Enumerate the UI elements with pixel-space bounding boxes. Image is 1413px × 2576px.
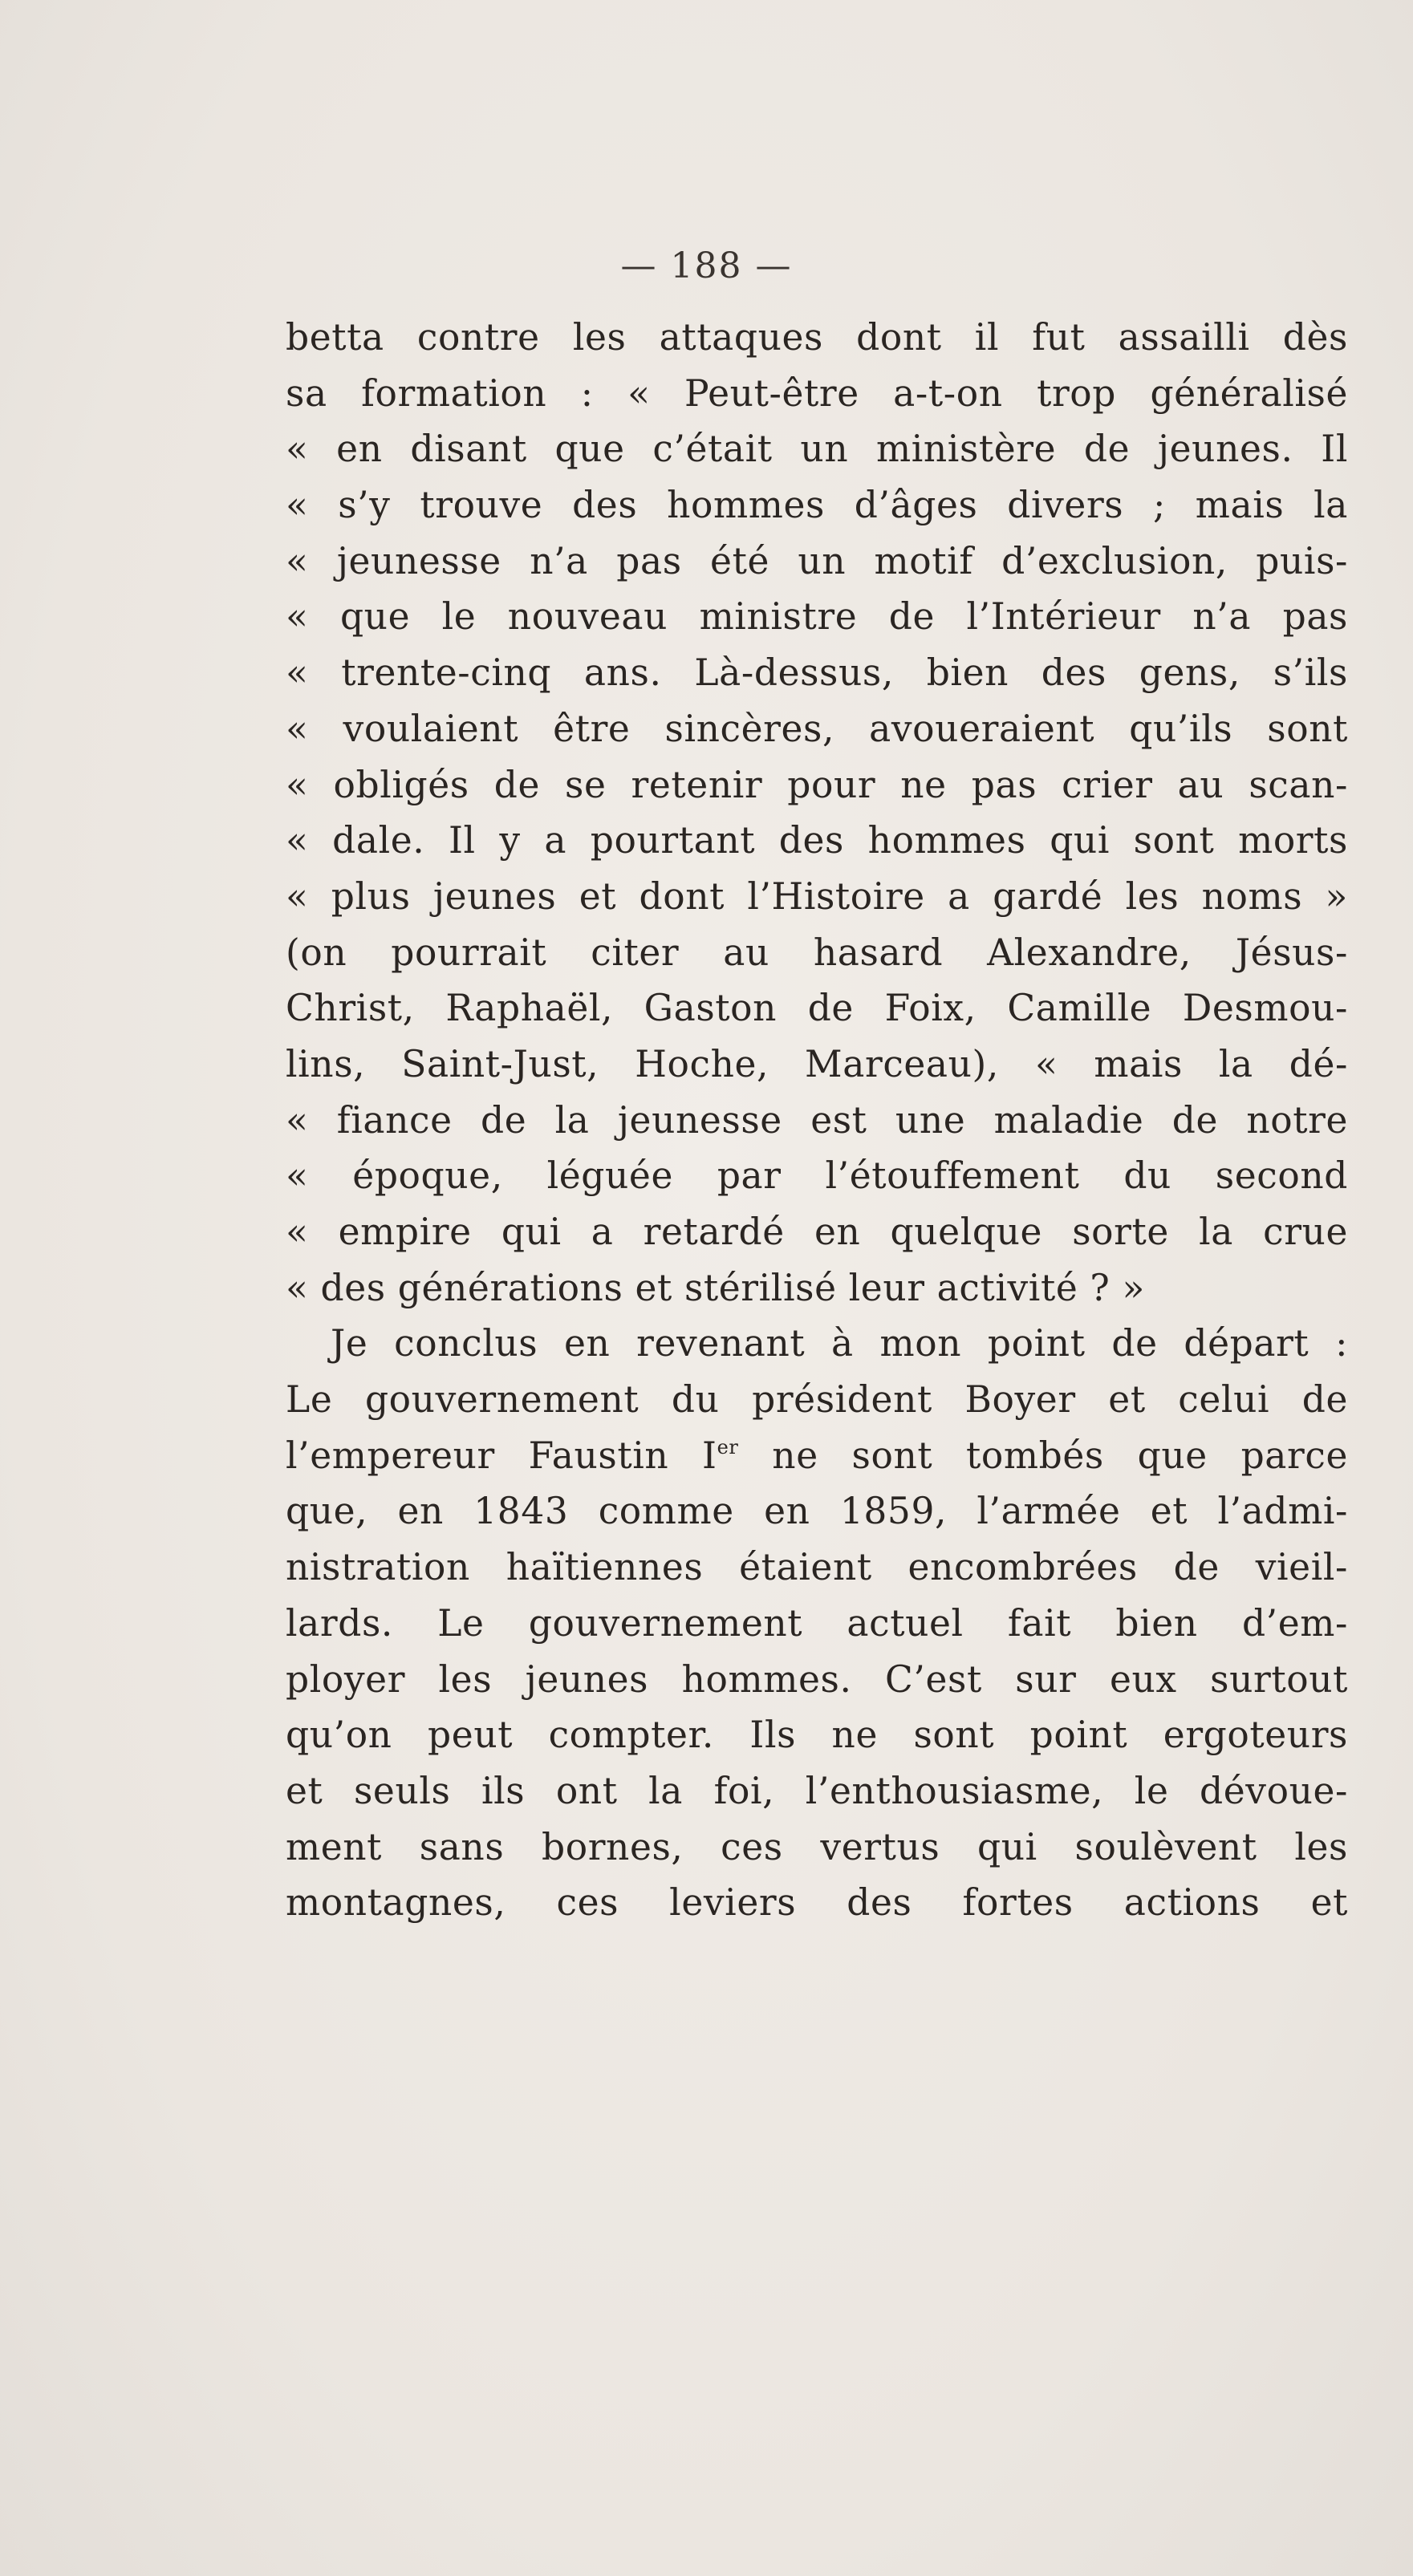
text-segment: ne sont tombés que parce [738,1434,1348,1477]
text-line: lards. Le gouvernement actuel fait bien d’em- [286,1601,1348,1645]
body-text [286,310,1348,1931]
text-line: nistration haïtiennes étaient encombrées de vieil- [286,1546,1348,1589]
text-line: « jeunesse n’a pas été un motif d’exclusion, puis- [286,539,1348,582]
text-line: ployer les jeunes hommes. C’est sur eux surtout [286,1657,1348,1701]
text-line: « voulaient être sincères, avoueraient qu’ils sont [286,707,1348,750]
text-line: « trente-cinq ans. Là-dessus, bien des gens, s’ils [286,651,1348,695]
text-line: « obligés de se retenir pour ne pas crier au scan- [286,763,1348,806]
text-line [286,1428,1348,1484]
text-line: sa formation : « Peut-être a-t-on trop généralisé [286,371,1348,415]
text-line: « que le nouveau ministre de l’Intérieur n’a pas [286,595,1348,639]
text-line: « dale. Il y a pourtant des hommes qui sont morts [286,819,1348,862]
text-line: ment sans bornes, ces vertus qui soulèvent les [286,1825,1348,1868]
text-line: « des générations et stérilisé leur activité ? » [286,1266,1145,1309]
text-line: « époque, léguée par l’étouffement du second [286,1154,1348,1198]
text-line: « plus jeunes et dont l’Histoire a gardé les noms » [286,874,1348,918]
superscript: er [717,1435,739,1458]
text-line: Christ, Raphaël, Gaston de Foix, Camille Desmou- [286,987,1348,1030]
text-line: betta contre les attaques dont il fut assailli dès [286,316,1348,359]
text-line: « s’y trouve des hommes d’âges divers ; mais la [286,484,1348,527]
text-line: Le gouvernement du président Boyer et celui de [286,1378,1348,1422]
text-line: et seuls ils ont la foi, l’enthousiasme, le dévoue- [286,1769,1348,1812]
text-line: « en disant que c’était un ministère de jeunes. Il [286,428,1348,471]
text-line: « empire qui a retardé en quelque sorte la crue [286,1211,1348,1253]
text-line: (on pourrait citer au hasard Alexandre, Jésus- [286,931,1348,974]
text-line: que, en 1843 comme en 1859, l’armée et l’admi- [286,1490,1348,1533]
text-line: « fiance de la jeunesse est une maladie de notre [286,1098,1348,1142]
text-segment: l’empereur Faustin I [286,1434,717,1477]
paragraph-start-line: Je conclus en revenant à mon point de départ : [331,1322,1348,1365]
page-number: — 188 — [620,245,793,286]
text-line: lins, Saint-Just, Hoche, Marceau), « mais la dé- [286,1042,1348,1085]
text-line: montagnes, ces leviers des fortes actions et [286,1881,1348,1925]
text-line: qu’on peut compter. Ils ne sont point ergoteurs [286,1714,1348,1757]
